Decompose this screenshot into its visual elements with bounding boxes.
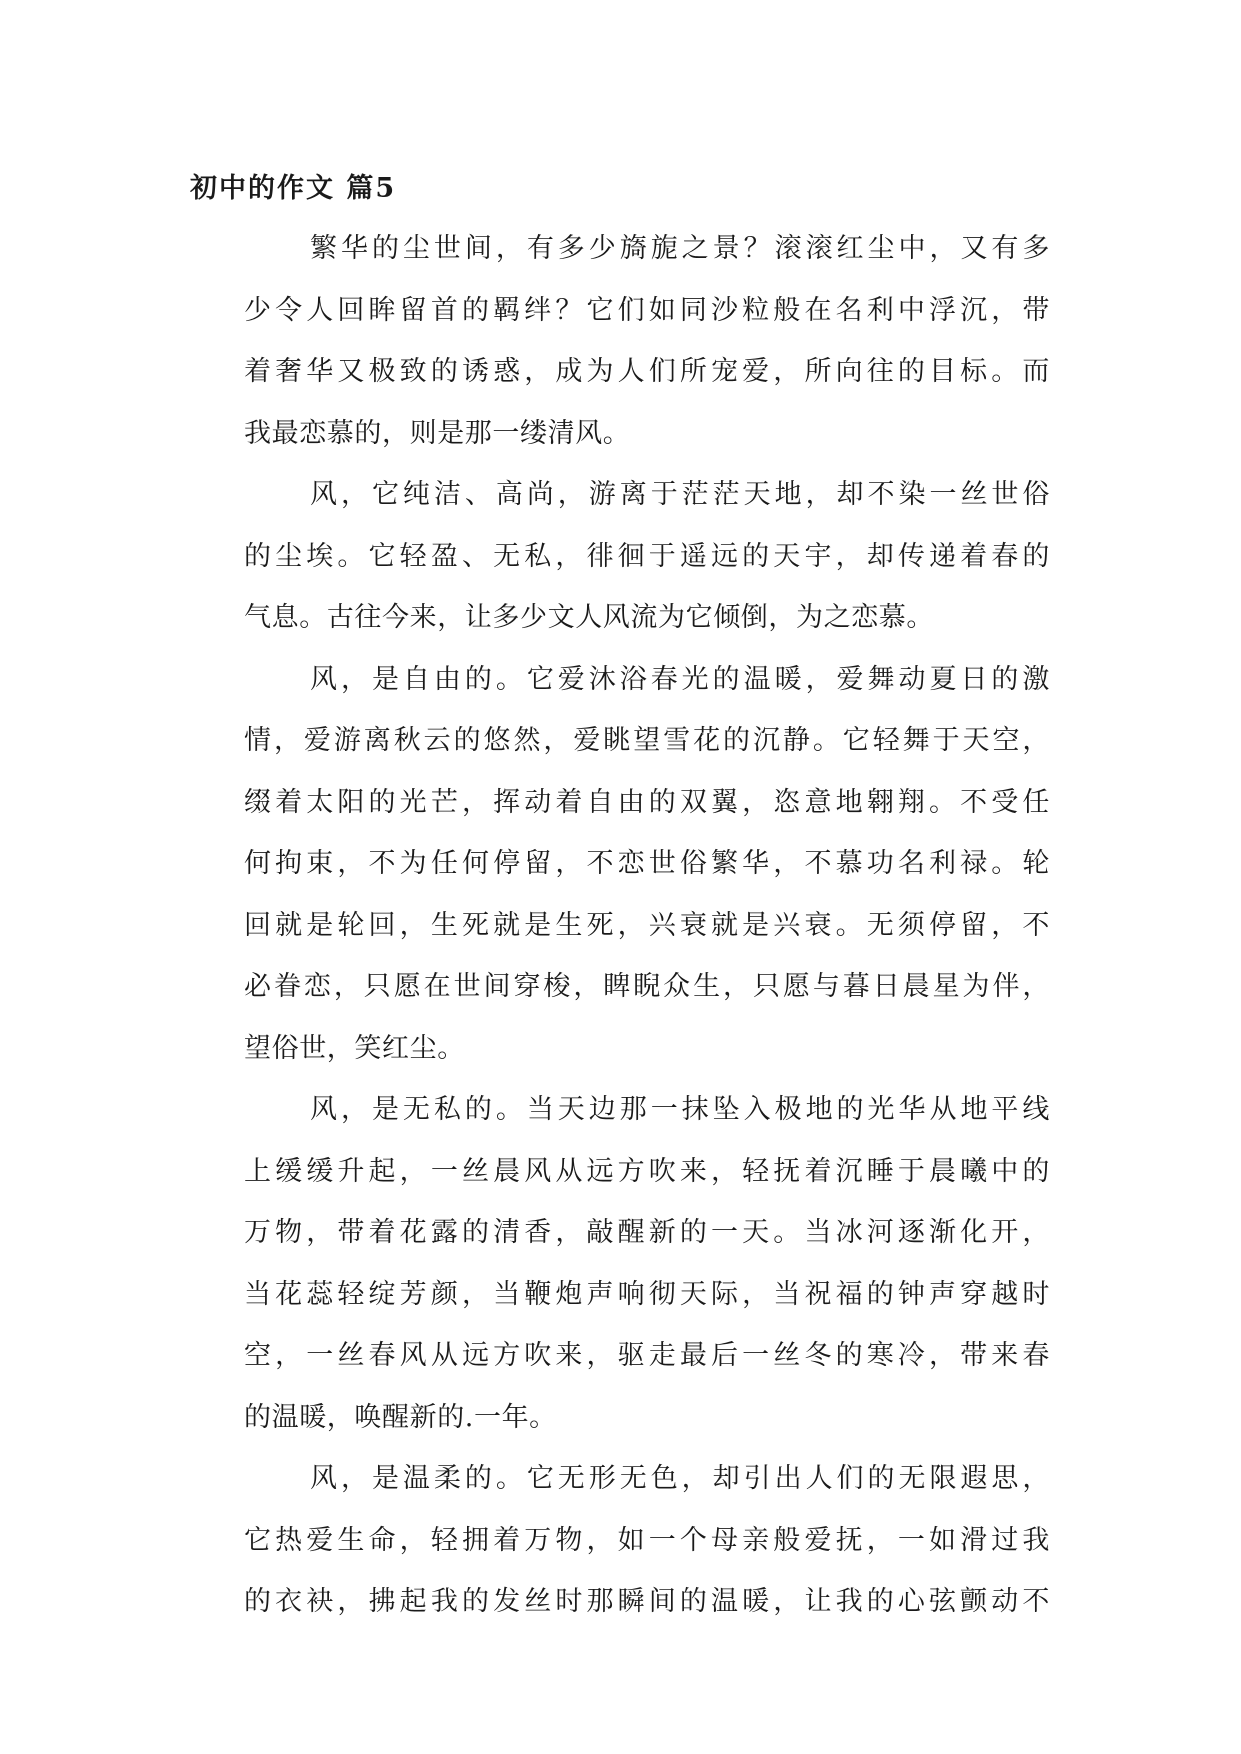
paragraph-line: 气息。古往今来，让多少文人风流为它倾倒，为之恋慕。	[244, 602, 934, 633]
paragraph-line: 必眷恋，只愿在世间穿梭，睥睨众生，只愿与暮日晨星为伴，	[244, 971, 1050, 1002]
paragraph-line: 缀着太阳的光芒，挥动着自由的双翼，恣意地翱翔。不受任	[244, 786, 1050, 818]
paragraph-line: 的衣袂，拂起我的发丝时那瞬间的温暖，让我的心弦颤动不	[244, 1586, 1050, 1617]
paragraph-line: 着奢华又极致的诱惑，成为人们所宠爱，所向往的目标。而	[244, 356, 1050, 387]
paragraph-line: 的尘埃。它轻盈、无私，徘徊于遥远的天宇，却传递着春的	[244, 540, 1050, 572]
paragraph-line: 风，是无私的。当天边那一抹坠入极地的光华从地平线	[310, 1094, 1050, 1125]
paragraph-line: 当花蕊轻绽芳颜，当鞭炮声响彻天际，当祝福的钟声穿越时	[244, 1278, 1050, 1310]
paragraph-line: 它热爱生命，轻拥着万物，如一个母亲般爱抚，一如滑过我	[244, 1524, 1050, 1556]
paragraph-line: 情，爱游离秋云的悠然，爱眺望雪花的沉静。它轻舞于天空，	[244, 725, 1050, 756]
paragraph-line: 万物，带着花露的清香，敲醒新的一天。当冰河逐渐化开，	[244, 1217, 1050, 1248]
paragraph-line: 风，它纯洁、高尚，游离于茫茫天地，却不染一丝世俗	[310, 479, 1050, 510]
paragraph-line: 回就是轮回，生死就是生死，兴衰就是兴衰。无须停留，不	[244, 909, 1050, 941]
paragraph-line: 上缓缓升起，一丝晨风从远方吹来，轻抚着沉睡于晨曦中的	[244, 1155, 1050, 1187]
paragraph-5	[190, 1448, 1050, 1633]
paragraph-line: 我最恋慕的，则是那一缕清风。	[244, 417, 631, 449]
paragraph-line: 空，一丝春风从远方吹来，驱走最后一丝冬的寒冷，带来春	[244, 1340, 1050, 1371]
paragraph-line: 繁华的尘世间，有多少旖旎之景？滚滚红尘中，又有多	[310, 233, 1050, 264]
paragraph-line: 望俗世，笑红尘。	[244, 1032, 465, 1064]
paragraph-line: 风，是自由的。它爱沐浴春光的温暖，爱舞动夏日的激	[310, 663, 1050, 695]
paragraph-line: 少令人回眸留首的羁绊？它们如同沙粒般在名利中浮沉，带	[244, 294, 1050, 326]
document-page	[190, 160, 1050, 1633]
paragraph-line: 风，是温柔的。它无形无色，却引出人们的无限遐思，	[310, 1463, 1050, 1494]
paragraph-2	[190, 464, 1050, 649]
paragraph-4	[190, 1079, 1050, 1448]
document-title: 初中的作文 篇5	[190, 173, 397, 204]
paragraph-line: 何拘束，不为任何停留，不恋世俗繁华，不慕功名利禄。轮	[244, 848, 1050, 879]
paragraph-3	[190, 649, 1050, 1080]
paragraph-line: 的温暖，唤醒新的.一年。	[244, 1401, 557, 1433]
paragraph-1	[190, 218, 1050, 464]
